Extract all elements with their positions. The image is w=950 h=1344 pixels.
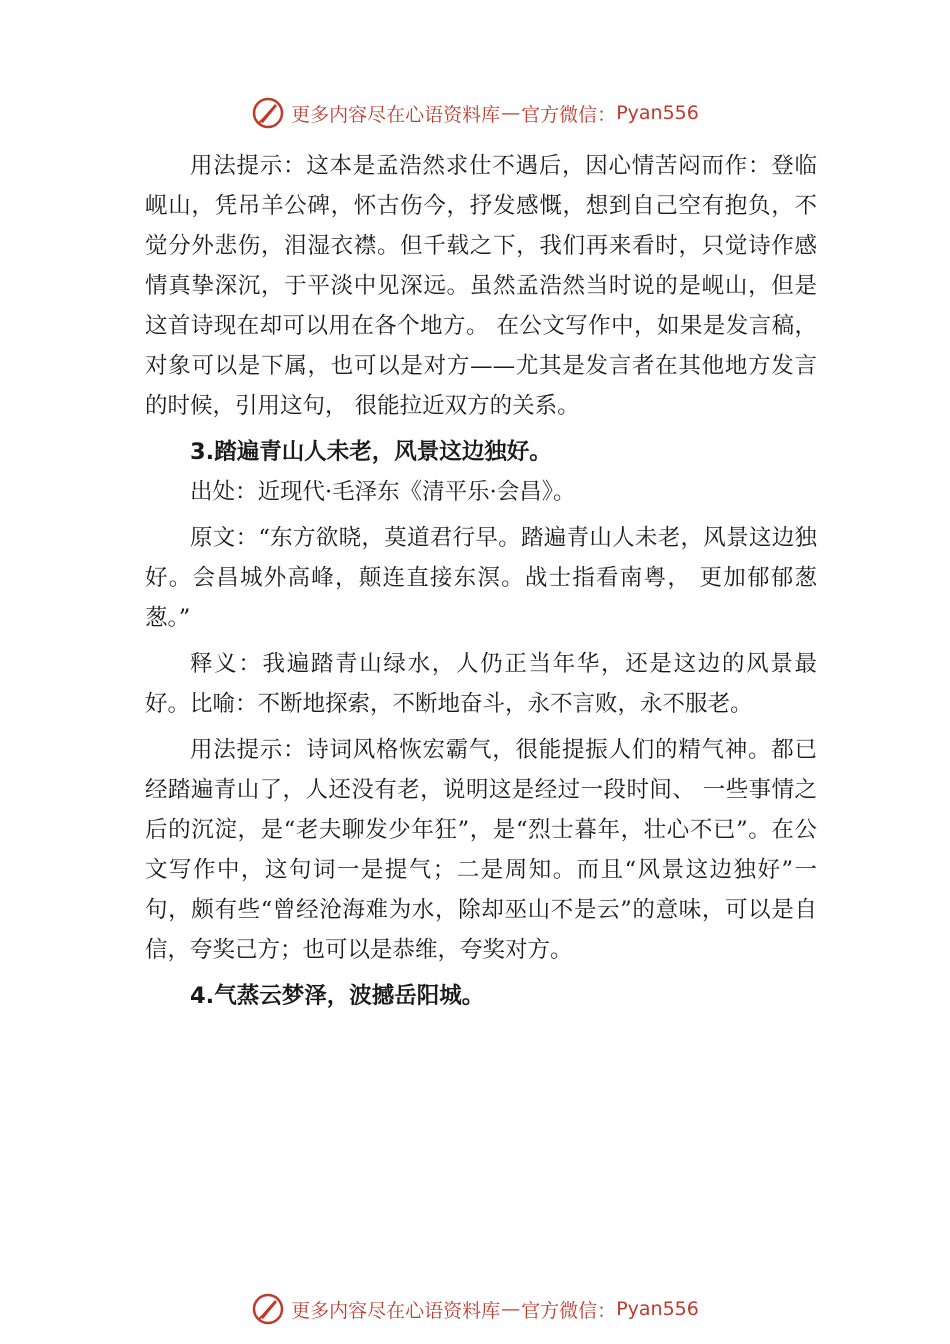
header-wechat-label: 官方微信： bbox=[521, 103, 617, 126]
footer-wechat-label: 官方微信： bbox=[521, 1299, 617, 1322]
section-heading-3: 3.踏遍青山人未老，风景这边独好。 bbox=[190, 439, 552, 465]
page-footer bbox=[0, 1292, 950, 1326]
document-body bbox=[145, 146, 817, 1016]
header-brand: 更多内容尽在心语资料库 bbox=[291, 103, 501, 126]
paragraph-original: 原文：“东方欲晓，莫道君行早。踏遍青山人未老，风景这边独好。会昌城外高峰，颠连直接东溟。战士指看南粤， 更加郁郁葱葱。” bbox=[145, 525, 817, 631]
footer-brand: 更多内容尽在心语资料库 bbox=[291, 1299, 501, 1322]
header-separator: — bbox=[501, 102, 521, 124]
paragraph-usage-2: 用法提示：诗词风格恢宏霸气，很能提振人们的精气神。都已经踏遍青山了，人还没有老，说明这是经过一段时间、 一些事情之后的沉淀，是“老夫聊发少年狂”，是“烈士暮年，壮心不已”。在公文写作中，这句词一是提气；二是周知。而且“风景这边独好”一句，颇有些“曾经沧海难为水，除却巫山不是云”的意味，可以是自信，夸奖己方；也可以是恭维，夸奖对方。 bbox=[145, 737, 817, 963]
footer-wechat-id: Pyan556 bbox=[616, 1298, 699, 1320]
footer-separator: — bbox=[501, 1298, 521, 1320]
quill-seal-icon bbox=[251, 1292, 285, 1326]
section-heading-4: 4.气蒸云梦泽，波撼岳阳城。 bbox=[190, 983, 485, 1009]
paragraph-source: 出处：近现代·毛泽东《清平乐·会昌》。 bbox=[190, 479, 576, 505]
quill-seal-icon bbox=[251, 96, 285, 130]
header-wechat-id: Pyan556 bbox=[616, 102, 699, 124]
paragraph-usage-1: 用法提示：这本是孟浩然求仕不遇后，因心情苦闷而作：登临岘山，凭吊羊公碑，怀古伤今，抒发感慨，想到自己空有抱负，不觉分外悲伤，泪湿衣襟。但千载之下，我们再来看时，只觉诗作感情真挚深沉，于平淡中见深远。虽然孟浩然当时说的是岘山，但是这首诗现在却可以用在各个地方。 在公文写作中，如果是发言稿，对象可以是下属，也可以是对方——尤其是发言者在其他地方发言的时候，引用这句， 很能拉近双方的关系。 bbox=[145, 153, 817, 419]
paragraph-meaning: 释义：我遍踏青山绿水，人仍正当年华，还是这边的风景最好。比喻：不断地探索，不断地奋斗，永不言败，永不服老。 bbox=[145, 651, 817, 717]
page-header bbox=[0, 96, 950, 130]
